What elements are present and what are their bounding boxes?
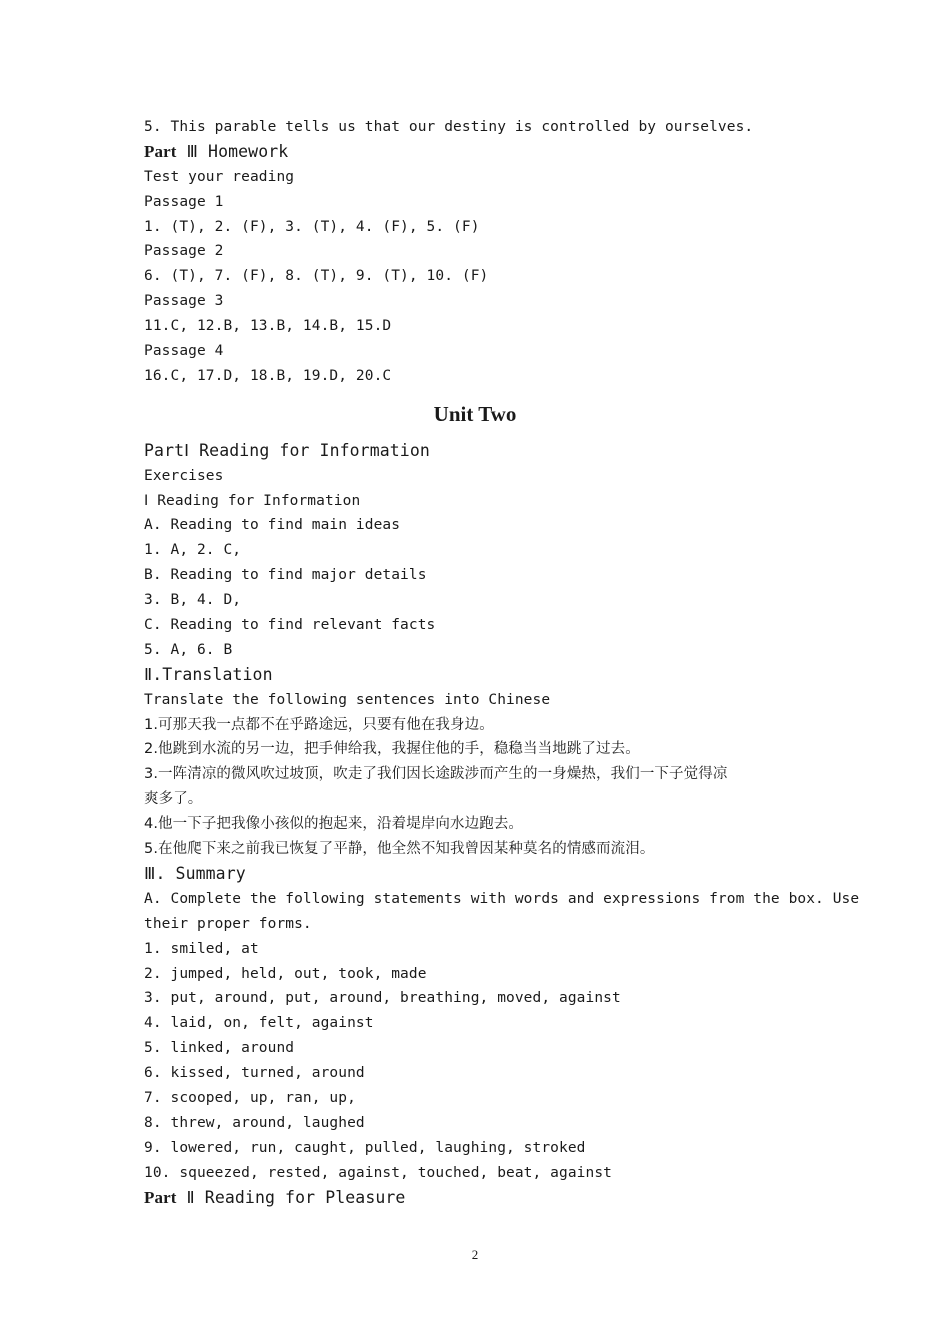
- unit-title: Unit Two: [433, 401, 517, 426]
- section-heading-part-2: [144, 1186, 809, 1211]
- answer-line: 4. laid, on, felt, against: [144, 1015, 374, 1032]
- exercise-heading-summary: Ⅲ. Summary: [144, 863, 246, 883]
- translation-answer: 1.可那天我一点都不在乎路途远，只要有他在我身边。: [144, 716, 494, 733]
- summary-instruction-continued: their proper forms.: [144, 915, 312, 932]
- answer-line: 5. linked, around: [144, 1040, 295, 1057]
- answer-line: 11.C, 12.B, 13.B, 14.B, 15.D: [144, 318, 392, 335]
- summary-instruction: A. Complete the following statements with words and expressions from the box. Use: [144, 890, 860, 907]
- translation-answer-continued: 爽多了。: [144, 791, 203, 808]
- translation-answer: 3.一阵清凉的微风吹过坡顶，吹走了我们因长途跋涉而产生的一身燥热，我们一下子觉得凉: [144, 766, 728, 783]
- passage-label: Passage 2: [144, 243, 224, 260]
- translation-answer: 5.在他爬下来之前我已恢复了平静，他全然不知我曾因某种莫名的情感而流泪。: [144, 841, 655, 858]
- subheading-test-your-reading: Test your reading: [144, 168, 295, 185]
- exercise-subheading: A. Reading to find main ideas: [144, 517, 401, 534]
- answer-line: 9. lowered, run, caught, pulled, laughing, stroked: [144, 1139, 586, 1156]
- answer-line: 1. A, 2. C,: [144, 542, 242, 559]
- answer-line: 5. This parable tells us that our destiny is controlled by ourselves.: [144, 119, 754, 135]
- translation-answer: 2.他跳到水流的另一边，把手伸给我，我握住他的手，稳稳当当地跳了过去。: [144, 741, 640, 758]
- translation-answer: 4.他一下子把我像小孩似的抱起来，沿着堤岸向水边跑去。: [144, 816, 524, 833]
- section-heading-text: Ⅱ Reading for Pleasure: [176, 1187, 406, 1207]
- part-label: Part: [144, 141, 177, 161]
- exercise-heading: Ⅰ Reading for Information: [144, 492, 361, 509]
- page-content: [144, 115, 860, 1210]
- answer-line: 2. jumped, held, out, took, made: [144, 965, 427, 982]
- answer-line: 1. smiled, at: [144, 940, 259, 957]
- answer-line: 3. B, 4. D,: [144, 592, 242, 609]
- section-heading-text: Ⅲ Homework: [176, 141, 289, 161]
- answer-line: 5. A, 6. B: [144, 641, 233, 658]
- subheading-exercises: Exercises: [144, 467, 224, 484]
- passage-label: Passage 3: [144, 293, 224, 310]
- translation-instruction: Translate the following sentences into Chinese: [144, 691, 551, 708]
- answer-line: 7. scooped, up, ran, up,: [144, 1089, 356, 1106]
- passage-label: Passage 1: [144, 193, 224, 210]
- answer-line: 6. (T), 7. (F), 8. (T), 9. (T), 10. (F): [144, 268, 489, 285]
- answer-line: 8. threw, around, laughed: [144, 1114, 365, 1131]
- answer-line: 3. put, around, put, around, breathing, moved, against: [144, 990, 621, 1007]
- answer-line: 16.C, 17.D, 18.B, 19.D, 20.C: [144, 367, 392, 384]
- exercise-subheading: B. Reading to find major details: [144, 567, 427, 584]
- page-number: 2: [471, 1247, 479, 1262]
- exercise-subheading: C. Reading to find relevant facts: [144, 617, 436, 634]
- section-heading-part-3: [144, 140, 809, 165]
- section-heading-part-1: PartⅠ Reading for Information: [144, 440, 430, 460]
- answer-line: 6. kissed, turned, around: [144, 1065, 365, 1082]
- part-label: Part: [144, 1187, 177, 1207]
- answer-line: 1. (T), 2. (F), 3. (T), 4. (F), 5. (F): [144, 218, 480, 235]
- answer-line: 10. squeezed, rested, against, touched, beat, against: [144, 1164, 612, 1181]
- exercise-heading-translation: Ⅱ.Translation: [144, 664, 273, 684]
- passage-label: Passage 4: [144, 343, 224, 360]
